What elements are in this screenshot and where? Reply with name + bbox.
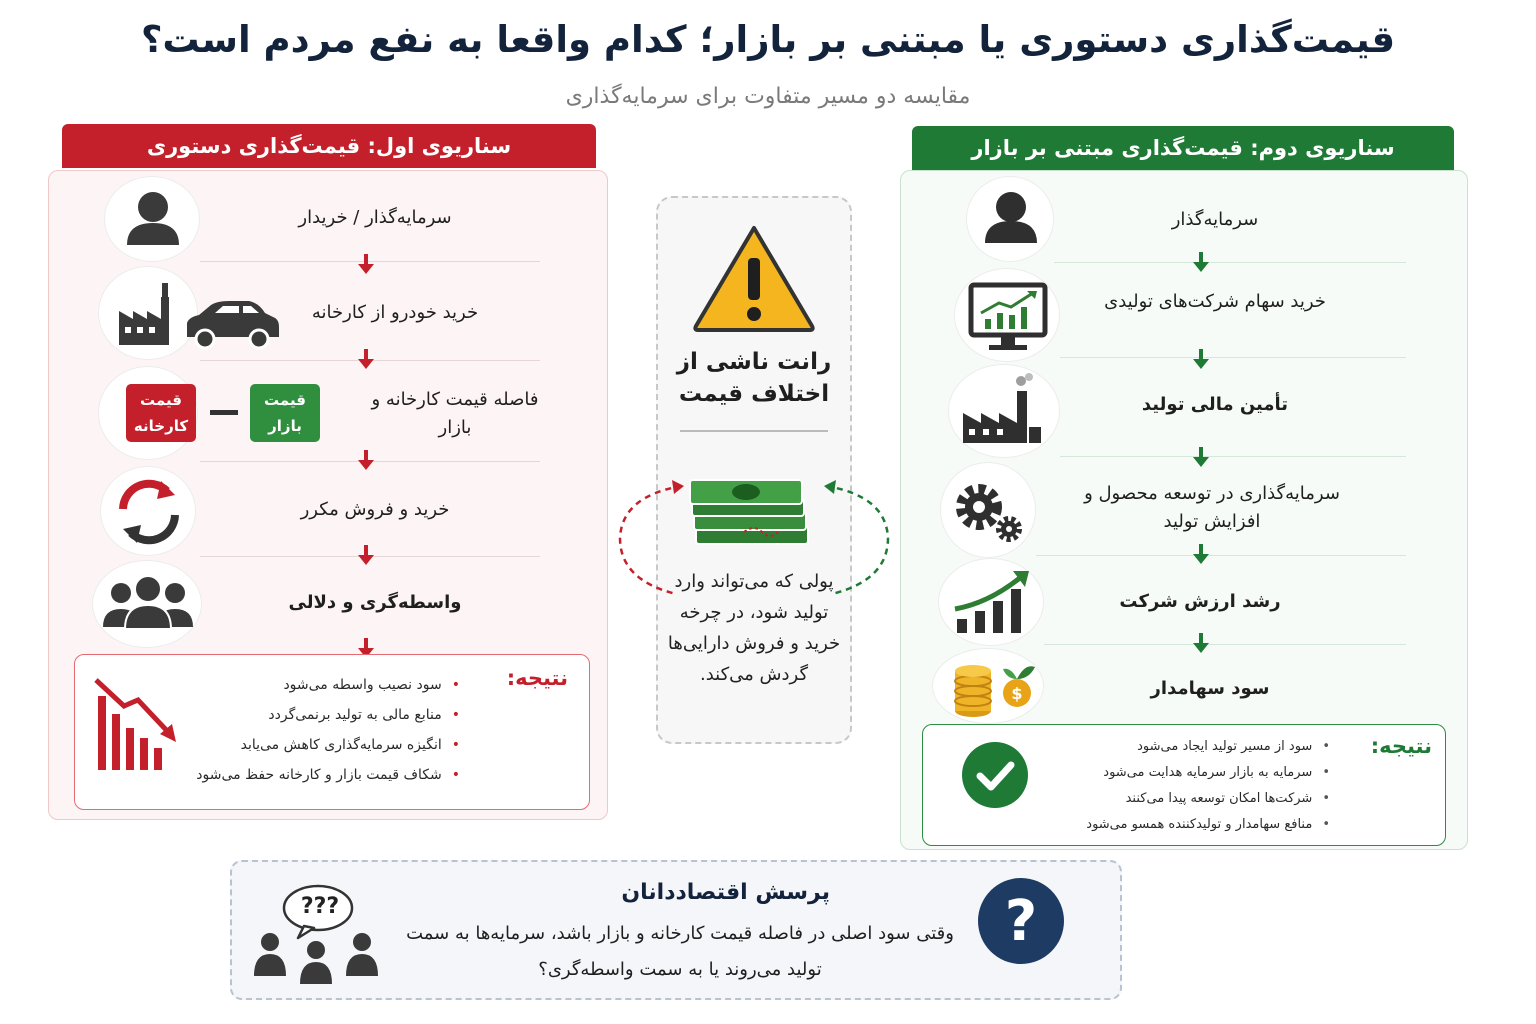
right-step-6-label: سود سهامدار bbox=[1150, 678, 1270, 699]
question-bubble-text: ??? bbox=[300, 894, 340, 919]
center-divider bbox=[680, 430, 828, 432]
factory-car-icon bbox=[98, 266, 198, 360]
left-result-list bbox=[180, 670, 460, 790]
list-item: • منابع مالی به تولید برنمی‌گردد bbox=[180, 700, 460, 730]
right-panel-header: سناریوی دوم: قیمت‌گذاری مبتنی بر بازار bbox=[912, 126, 1454, 170]
arrow-down-icon bbox=[357, 545, 375, 567]
right-step-4-label: سرمایه‌گذاری در توسعه محصول و افزایش تولید bbox=[1084, 483, 1340, 532]
right-step-1-label: سرمایه‌گذار bbox=[1171, 209, 1259, 230]
person-icon bbox=[966, 176, 1054, 262]
left-step-3-label: فاصله قیمت کارخانه و بازار bbox=[371, 389, 539, 438]
arrow-down-icon bbox=[1192, 544, 1210, 566]
list-item: • شرکت‌ها امکان توسعه پیدا می‌کنند bbox=[1040, 786, 1330, 812]
right-step-5-label: رشد ارزش شرکت bbox=[1119, 591, 1281, 612]
right-step-3-label: تأمین مالی تولید bbox=[1141, 394, 1289, 415]
right-result-title: نتیجه: bbox=[1370, 734, 1432, 758]
left-step-2-label: خرید خودرو از کارخانه bbox=[311, 302, 479, 323]
left-panel-header: سناریوی اول: قیمت‌گذاری دستوری bbox=[62, 124, 596, 168]
right-step-2-label: خرید سهام شرکت‌های تولیدی bbox=[1104, 291, 1326, 312]
list-item: • شکاف قیمت بازار و کارخانه حفظ می‌شود bbox=[180, 760, 460, 790]
left-step-5-label: واسطه‌گری و دلالی bbox=[288, 592, 462, 613]
list-item: • منافع سهامدار و تولیدکننده همسو می‌شود bbox=[1040, 812, 1330, 838]
person-icon bbox=[104, 176, 200, 262]
left-step-4-label: خرید و فروش مکرر bbox=[300, 499, 450, 520]
question-mark-icon bbox=[976, 876, 1066, 966]
page-title: قیمت‌گذاری دستوری یا مبتنی بر بازار؛ کدام واقعا به نفع مردم است؟ bbox=[140, 18, 1396, 61]
left-result-title: نتیجه: bbox=[506, 666, 568, 690]
left-step-1-label: سرمایه‌گذار / خریدار bbox=[298, 207, 452, 228]
list-item: • انگیزه سرمایه‌گذاری کاهش می‌یابد bbox=[180, 730, 460, 760]
center-description: پولی که می‌تواند وارد تولید شود، در چرخه خرید و فروش دارایی‌ها گردش می‌کند. bbox=[667, 571, 841, 685]
cycle-icon bbox=[100, 466, 196, 556]
factory-price-tag: قیمت کارخانه bbox=[126, 384, 196, 442]
declining-chart-icon bbox=[94, 676, 178, 772]
arrow-down-icon bbox=[357, 349, 375, 371]
group-icon bbox=[92, 560, 202, 648]
warning-icon bbox=[690, 222, 818, 334]
gears-icon bbox=[940, 462, 1036, 558]
arrow-down-icon bbox=[1192, 633, 1210, 655]
page-subtitle: مقایسه دو مسیر متفاوت برای سرمایه‌گذاری bbox=[565, 84, 971, 109]
list-item: • سرمایه به بازار سرمایه هدایت می‌شود bbox=[1040, 760, 1330, 786]
money-stack-icon bbox=[686, 470, 816, 554]
center-title: رانت ناشی از اختلاف قیمت bbox=[676, 349, 832, 407]
arrow-down-icon bbox=[357, 450, 375, 472]
arrow-down-icon bbox=[1192, 349, 1210, 371]
list-item: • سود از مسیر تولید ایجاد می‌شود bbox=[1040, 734, 1330, 760]
market-price-tag: قیمت بازار bbox=[250, 384, 320, 442]
coins-icon bbox=[932, 648, 1044, 724]
check-circle-icon bbox=[960, 740, 1030, 810]
arrow-down-icon bbox=[1192, 447, 1210, 469]
arrow-down-icon bbox=[357, 254, 375, 276]
economists-question-title: پرسش اقتصاددانان bbox=[621, 880, 830, 905]
economists-question-text: وقتی سود اصلی در فاصله قیمت کارخانه و بازار باشد، سرمایه‌ها به سمت تولید می‌روند یا به سمت واسطه‌گری؟ bbox=[406, 923, 954, 980]
right-result-list bbox=[1040, 734, 1330, 838]
svg-text:?: ? bbox=[1004, 889, 1038, 954]
stock-monitor-icon bbox=[954, 268, 1060, 362]
minus-icon bbox=[210, 410, 238, 415]
growth-chart-icon bbox=[938, 558, 1044, 646]
svg-text:$: $ bbox=[1011, 684, 1023, 703]
list-item: • سود نصیب واسطه می‌شود bbox=[180, 670, 460, 700]
factory-icon bbox=[948, 364, 1060, 458]
arrow-down-icon bbox=[1192, 252, 1210, 274]
